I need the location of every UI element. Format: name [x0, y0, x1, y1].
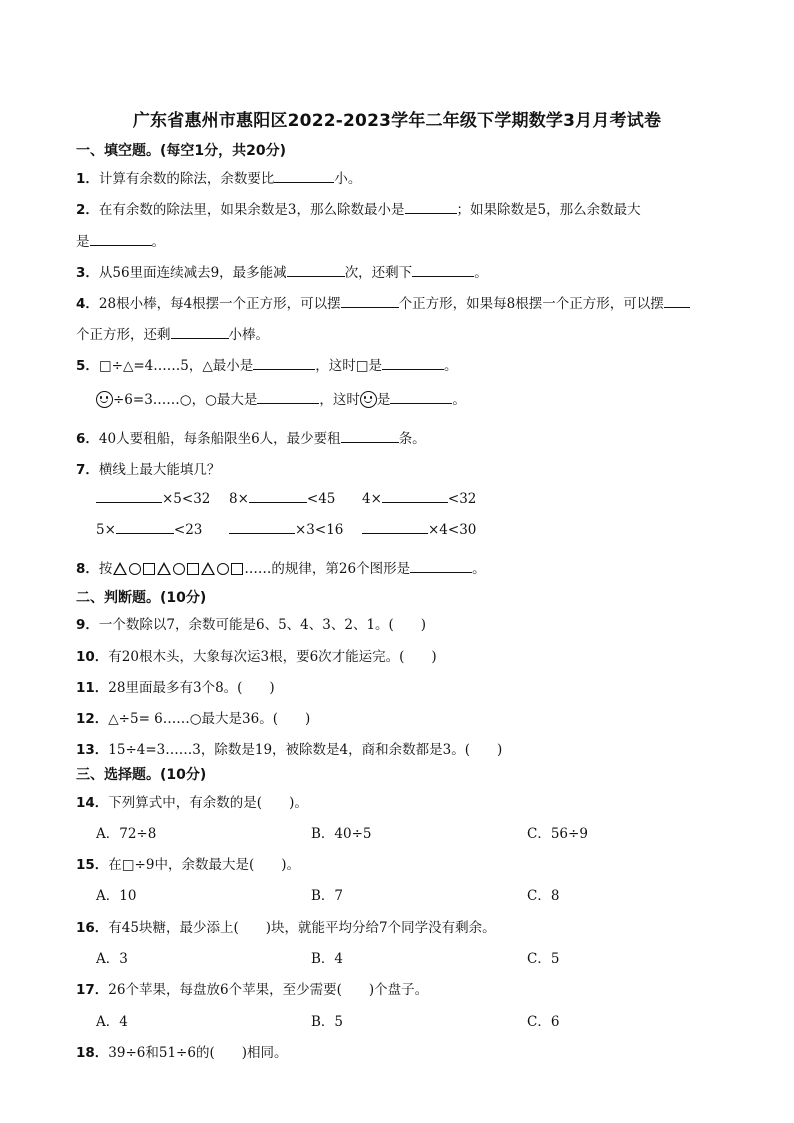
question-text: 按: [98, 561, 113, 577]
answer-blank[interactable]: [341, 430, 399, 443]
section-fill-blank-heading: 一、填空题。(每空1分，共20分): [76, 143, 287, 159]
answer-blank[interactable]: [229, 521, 295, 534]
question-1: [76, 167, 361, 187]
option-c[interactable]: C．8: [527, 888, 560, 904]
question-text: 个正方形，还剩: [76, 327, 171, 343]
triangle-icon: [157, 562, 171, 575]
question-text: 40人要租船，每条船限坐6人，最少要租: [98, 431, 341, 447]
smiley-icon: [96, 391, 113, 408]
square-icon: [187, 563, 199, 575]
question-text: 。: [474, 265, 488, 281]
question-3: [76, 261, 488, 281]
square-icon: [143, 563, 155, 575]
answer-blank[interactable]: [390, 391, 452, 404]
question-text: ，这时□是: [315, 358, 382, 374]
question-text: 个正方形，如果每8根摆一个正方形，可以摆: [398, 296, 664, 312]
question-9: [76, 613, 426, 633]
option-c[interactable]: C．56÷9: [527, 826, 588, 842]
question-text: 有45块糖，最少添上( )块，就能平均分给7个同学没有剩余。: [108, 920, 496, 936]
q7-item-5: [229, 521, 343, 538]
question-text: 28根小棒，每4根摆一个正方形，可以摆: [98, 296, 341, 312]
question-text[interactable]: 28里面最多有3个8。( ): [108, 680, 275, 696]
question-15: [76, 853, 300, 873]
q7-item-4: [96, 521, 202, 538]
question-18: [76, 1041, 288, 1061]
question-11: [76, 676, 275, 696]
answer-blank[interactable]: [405, 201, 457, 214]
question-text: 小。: [334, 171, 362, 187]
answer-blank[interactable]: [257, 391, 319, 404]
option-a[interactable]: A．4: [96, 1014, 128, 1030]
question-number: 6．: [76, 431, 99, 447]
question-number: 5．: [76, 358, 99, 374]
question-text: ÷6=3……○，○最大是: [113, 392, 258, 408]
question-14: [76, 791, 308, 811]
option-b[interactable]: B．5: [311, 1014, 344, 1030]
option-a[interactable]: A．10: [96, 888, 137, 904]
question-8: [76, 557, 486, 577]
question-number: 12．: [76, 711, 109, 727]
question-text: ，这时: [319, 392, 360, 408]
section-true-false-heading: 二、判断题。(10分): [76, 590, 207, 606]
question-text: 小棒。: [228, 327, 269, 343]
answer-blank[interactable]: [362, 521, 428, 534]
question-17: [76, 978, 428, 998]
option-c[interactable]: C．6: [527, 1014, 560, 1030]
circle-icon: [173, 563, 185, 575]
q7-item-3: [362, 490, 476, 507]
option-b[interactable]: B．40÷5: [311, 826, 372, 842]
question-text: 39÷6和51÷6的( )相同。: [108, 1045, 288, 1061]
option-c[interactable]: C．5: [527, 951, 560, 967]
question-5: [76, 354, 458, 374]
answer-blank[interactable]: [412, 264, 474, 277]
question-number: 13．: [76, 742, 109, 758]
question-text[interactable]: 一个数除以7，余数可能是6、5、4、3、2、1。( ): [98, 617, 427, 633]
page-title: 广东省惠州市惠阳区2022-2023学年二年级下学期数学3月月考试卷: [132, 111, 662, 131]
ellipsis: ……: [244, 561, 272, 577]
question-number: 10．: [76, 649, 109, 665]
question-text: 。: [151, 234, 165, 250]
answer-blank[interactable]: [96, 490, 162, 503]
triangle-icon: [113, 562, 127, 575]
answer-blank[interactable]: [90, 233, 152, 246]
question-text: 在有余数的除法里，如果余数是3，那么除数最小是: [98, 202, 405, 218]
question-text: 计算有余数的除法，余数要比: [98, 171, 275, 187]
answer-blank[interactable]: [253, 357, 315, 370]
question-text: 。: [452, 392, 466, 408]
question-number: 8．: [76, 561, 99, 577]
question-text: 。: [444, 358, 458, 374]
question-text: 在□÷9中，余数最大是( )。: [108, 857, 300, 873]
section-multiple-choice-heading: 三、选择题。(10分): [76, 767, 207, 783]
answer-blank[interactable]: [249, 490, 307, 503]
question-number: 7．: [76, 462, 99, 478]
question-number: 16．: [76, 920, 109, 936]
shape-pattern: [112, 561, 244, 577]
option-a[interactable]: A．3: [96, 951, 128, 967]
answer-blank[interactable]: [382, 357, 444, 370]
inequality-text: 5×: [96, 522, 116, 538]
option-b[interactable]: B．4: [311, 951, 344, 967]
question-text: 下列算式中，有余数的是( )。: [108, 795, 308, 811]
inequality-text: ×5<32: [162, 491, 211, 507]
question-number: 17．: [76, 982, 109, 998]
q7-item-1: [96, 490, 210, 507]
question-4: [76, 292, 690, 312]
question-text[interactable]: 有20根木头，大象每次运3根，要6次才能运完。( ): [108, 649, 437, 665]
question-text[interactable]: 15÷4=3……3，除数是19，被除数是4，商和余数都是3。( ): [108, 742, 503, 758]
question-2: [76, 198, 641, 218]
q7-item-6: [362, 521, 476, 538]
answer-blank[interactable]: [410, 560, 472, 573]
q7-item-2: [229, 490, 335, 507]
question-text: 是: [76, 234, 90, 250]
question-12: [76, 707, 310, 727]
inequality-text: ×3<16: [295, 522, 344, 538]
question-number: 3．: [76, 265, 99, 281]
question-6: [76, 427, 426, 447]
question-text: 26个苹果，每盘放6个苹果，至少需要( )个盘子。: [108, 982, 429, 998]
question-text[interactable]: △÷5= 6……○最大是36。( ): [108, 711, 311, 727]
question-number: 9．: [76, 617, 99, 633]
inequality-text: 4×: [362, 491, 382, 507]
question-text: 横线上最大能填几？: [98, 462, 221, 478]
question-number: 18．: [76, 1045, 109, 1061]
option-a[interactable]: A．72÷8: [96, 826, 157, 842]
question-2-continued: [76, 230, 165, 250]
question-text: 条。: [398, 431, 426, 447]
question-number: 11．: [76, 680, 109, 696]
question-number: 15．: [76, 857, 109, 873]
question-4-continued: [76, 323, 269, 343]
question-number: 4．: [76, 296, 99, 312]
question-16: [76, 916, 496, 936]
answer-blank[interactable]: [274, 170, 334, 183]
answer-blank[interactable]: [382, 490, 448, 503]
question-number: 1．: [76, 171, 99, 187]
triangle-icon: [201, 562, 215, 575]
question-text: □÷△=4……5，△最小是: [98, 358, 254, 374]
question-text: 次，还剩下: [344, 265, 413, 281]
option-b[interactable]: B．7: [311, 888, 344, 904]
question-number: 14．: [76, 795, 109, 811]
question-text: 从56里面连续减去9，最多能减: [98, 265, 287, 281]
answer-blank[interactable]: [287, 264, 345, 277]
smiley-icon: [360, 391, 377, 408]
answer-blank[interactable]: [171, 326, 229, 339]
question-text: 的规律，第26个图形是: [271, 561, 411, 577]
answer-blank[interactable]: [116, 521, 174, 534]
inequality-text: ×4<30: [428, 522, 477, 538]
inequality-text: <45: [306, 491, 336, 507]
circle-icon: [129, 563, 141, 575]
question-5-part-2: [96, 388, 466, 408]
answer-blank[interactable]: [664, 295, 690, 308]
question-text: 是: [376, 392, 391, 408]
inequality-text: <23: [173, 522, 203, 538]
question-text: ；如果除数是5，那么余数最大: [456, 202, 641, 218]
circle-icon: [217, 563, 229, 575]
question-10: [76, 645, 437, 665]
question-13: [76, 738, 502, 758]
inequality-text: 8×: [229, 491, 249, 507]
inequality-text: <32: [447, 491, 477, 507]
question-7: [76, 458, 220, 478]
question-number: 2．: [76, 202, 99, 218]
answer-blank[interactable]: [341, 295, 399, 308]
square-icon: [231, 563, 243, 575]
question-text: 。: [472, 561, 486, 577]
